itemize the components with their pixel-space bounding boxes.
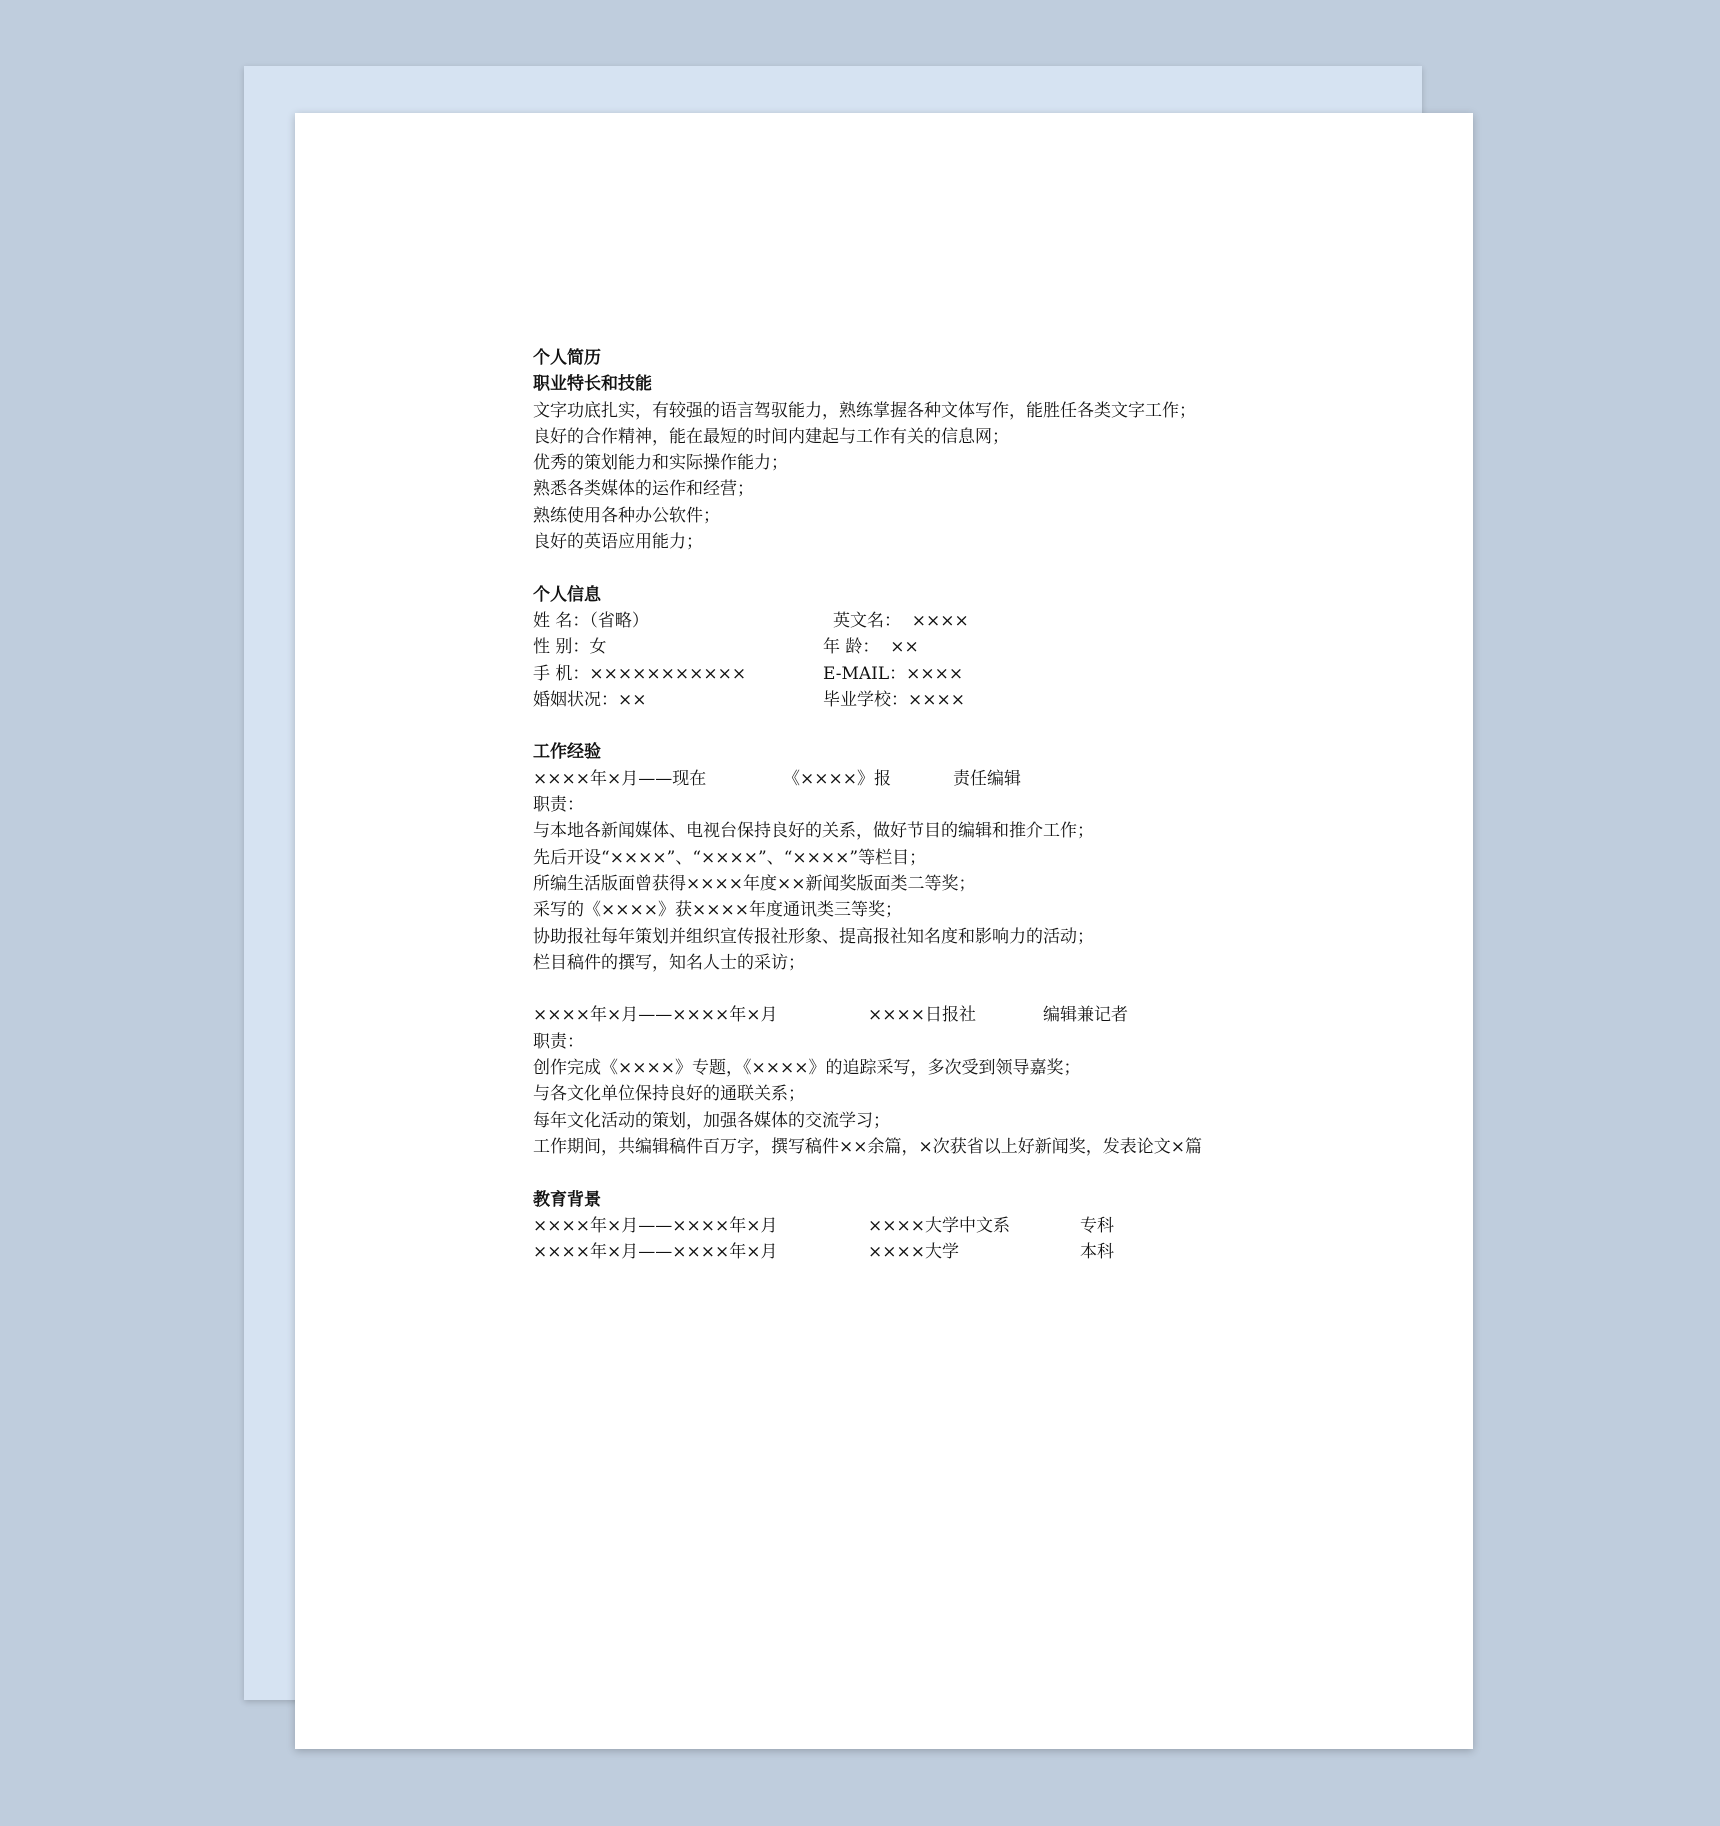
job-period: ××××年×月——现在 (533, 768, 707, 789)
education-period: ××××年×月——××××年×月 (533, 1242, 778, 1263)
personal-info-row (533, 687, 1353, 713)
info-phone: 手 机：××××××××××× (533, 663, 747, 684)
info-email: E-MAIL：×××× (823, 663, 964, 684)
spacer (533, 555, 1353, 581)
job-org: 《××××》报 (783, 768, 891, 789)
duty-item: 协助报社每年策划并组织宣传报社形象、提高报社知名度和影响力的活动； (533, 926, 1094, 947)
duty-item: 采写的《××××》获××××年度通讯类三等奖； (533, 900, 902, 921)
duties-label: 职责： (533, 1031, 584, 1052)
work-experience-heading: 工作经验 (533, 742, 601, 763)
personal-info-heading: 个人信息 (533, 584, 601, 605)
duty-item: 与本地各新闻媒体、电视台保持良好的关系，做好节目的编辑和推介工作； (533, 821, 1094, 842)
skill-item: 优秀的策划能力和实际操作能力； (533, 453, 788, 474)
spacer (533, 976, 1353, 1002)
personal-info-row (533, 634, 1353, 660)
skill-item: 良好的合作精神，能在最短的时间内建起与工作有关的信息网； (533, 426, 1009, 447)
skill-item: 文字功底扎实，有较强的语言驾驭能力，熟练掌握各种文体写作，能胜任各类文字工作； (533, 400, 1196, 421)
duty-item: 与各文化单位保持良好的通联关系； (533, 1084, 805, 1105)
job-org: ××××日报社 (868, 1005, 976, 1026)
education-row (533, 1239, 1353, 1265)
duty-item: 先后开设“××××”、“××××”、“××××”等栏目； (533, 847, 927, 868)
resume-title: 个人简历 (533, 348, 601, 368)
duty-item: 所编生活版面曾获得××××年度××新闻奖版面类二等奖； (533, 873, 976, 894)
document-page (295, 113, 1473, 1749)
duty-item: 创作完成《××××》专题，《××××》的追踪采写，多次受到领导嘉奖； (533, 1058, 1081, 1079)
spacer (533, 713, 1353, 739)
duty-item: 栏目稿件的撰写，知名人士的采访； (533, 952, 805, 973)
duty-item: 工作期间，共编辑稿件百万字，撰写稿件××余篇，×次获省以上好新闻奖，发表论文×篇 (533, 1136, 1202, 1157)
duties-label: 职责： (533, 795, 584, 816)
job-header (533, 766, 1353, 792)
education-heading: 教育背景 (533, 1189, 601, 1210)
skill-item: 良好的英语应用能力； (533, 532, 703, 553)
job-role: 责任编辑 (953, 768, 1021, 789)
education-degree: 本科 (1080, 1242, 1114, 1263)
spacer (533, 1160, 1353, 1186)
personal-info-row (533, 661, 1353, 687)
info-gender: 性 别：女 (533, 637, 607, 658)
job-period: ××××年×月——××××年×月 (533, 1005, 778, 1026)
education-period: ××××年×月——××××年×月 (533, 1215, 778, 1236)
skill-item: 熟悉各类媒体的运作和经营； (533, 479, 754, 500)
education-school: ××××大学 (868, 1242, 959, 1263)
duty-item: 每年文化活动的策划，加强各媒体的交流学习； (533, 1110, 890, 1131)
skills-heading: 职业特长和技能 (533, 374, 652, 395)
info-school: 毕业学校：×××× (823, 689, 965, 710)
info-marital-status: 婚姻状况：×× (533, 689, 647, 710)
skill-item: 熟练使用各种办公软件； (533, 505, 720, 526)
info-name: 姓 名：（省略） (533, 610, 649, 631)
job-header (533, 1002, 1353, 1028)
job-role: 编辑兼记者 (1043, 1005, 1128, 1026)
info-english-name: 英文名： ×××× (833, 610, 969, 631)
personal-info-row (533, 608, 1353, 634)
resume-content (533, 345, 1353, 1265)
education-row (533, 1213, 1353, 1239)
info-age: 年 龄： ×× (823, 637, 919, 658)
education-school: ××××大学中文系 (868, 1215, 1010, 1236)
education-degree: 专科 (1080, 1215, 1114, 1236)
